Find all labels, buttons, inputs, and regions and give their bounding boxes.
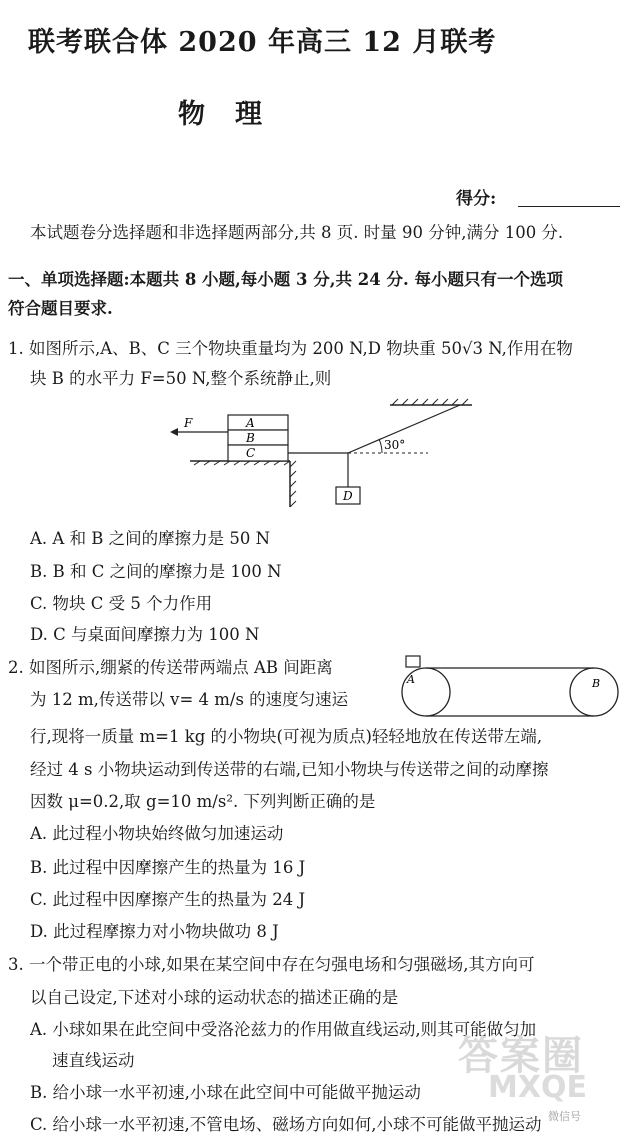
q1-stem-line2: 块 B 的水平力 F=50 N,整个系统静止,则 [30,369,332,388]
q1-option-c: C. 物块 C 受 5 个力作用 [30,594,213,613]
q2-stem-line5: 因数 μ=0.2,取 g=10 m/s². 下列判断正确的是 [30,792,376,811]
q1-option-d: D. C 与桌面间摩擦力为 100 N [30,625,260,644]
section-heading-line2: 符合题目要求. [8,299,113,318]
block-a-label: A [246,416,255,430]
pulley-a-label: A [407,673,415,686]
q2-option-b: B. 此过程中因摩擦产生的热量为 16 J [30,858,306,877]
table-side-hatching [290,461,296,507]
force-label: F [184,416,193,430]
score-label: 得分: [456,189,497,209]
q2-option-d: D. 此过程摩擦力对小物块做功 8 J [30,922,279,941]
small-block [406,656,420,667]
block-b [228,430,288,445]
block-c [228,445,288,461]
angle-arc [379,439,382,453]
q3-option-a-line2: 速直线运动 [52,1051,135,1070]
angle-label: 30° [384,438,406,452]
q2-stem-line1: 2. 如图所示,绷紧的传送带两端点 AB 间距离 [8,658,333,677]
pulley-b-label: B [592,677,601,690]
q3-option-c: C. 给小球一水平初速,不管电场、磁场方向如何,小球不可能做平抛运动 [30,1115,542,1134]
q1-option-b: B. B 和 C 之间的摩擦力是 100 N [30,562,282,581]
block-a [228,415,288,430]
q2-option-a: A. 此过程小物块始终做匀加速运动 [30,824,284,843]
subject-title: 物理 [178,99,292,130]
force-arrow-head [170,428,178,436]
watermark-wechat: 微信号 [548,1110,581,1123]
block-d-label: D [343,489,353,503]
q3-option-b: B. 给小球一水平初速,小球在此空间中可能做平抛运动 [30,1083,421,1102]
q2-stem-line4: 经过 4 s 小物块运动到传送带的右端,已知小物块与传送带之间的动摩擦 [30,760,549,779]
q2-conveyor-figure [396,652,636,722]
watermark-logo-latin: MXQE [488,1070,587,1105]
intro-text: 本试题卷分选择题和非选择题两部分,共 8 页. 时量 90 分钟,满分 100 分. [30,223,564,242]
q3-option-a-line1: A. 小球如果在此空间中受洛沦兹力的作用做直线运动,则其可能做匀加 [30,1020,537,1039]
exam-title: 联考联合体 2020 年高三 12 月联考 [28,27,497,58]
q2-stem-line2: 为 12 m,传送带以 v= 4 m/s 的速度匀速运 [30,690,349,709]
q2-option-c: C. 此过程中因摩擦产生的热量为 24 J [30,890,306,909]
score-blank [518,206,620,207]
q1-stem-line1: 1. 如图所示,A、B、C 三个物块重量均为 200 N,D 物块重 50√3 N,作用在物 [8,339,573,358]
q1-figure [160,395,480,515]
section-heading-line1: 一、单项选择题:本题共 8 小题,每小题 3 分,共 24 分. 每小题只有一个选项 [8,270,563,289]
pulley-b [570,668,618,716]
q2-stem-line3: 行,现将一质量 m=1 kg 的小物块(可视为质点)轻轻地放在传送带左端, [30,727,543,746]
q3-stem-line2: 以自己设定,下述对小球的运动状态的描述正确的是 [30,988,399,1007]
block-b-label: B [246,431,255,445]
q1-option-a: A. A 和 B 之间的摩擦力是 50 N [30,529,271,548]
block-c-label: C [246,446,256,460]
watermark-logo: 答案圈 [458,1033,584,1079]
q3-stem-line1: 3. 一个带正电的小球,如果在某空间中存在匀强电场和匀强磁场,其方向可 [8,955,535,974]
ceiling-hatching [392,399,468,405]
